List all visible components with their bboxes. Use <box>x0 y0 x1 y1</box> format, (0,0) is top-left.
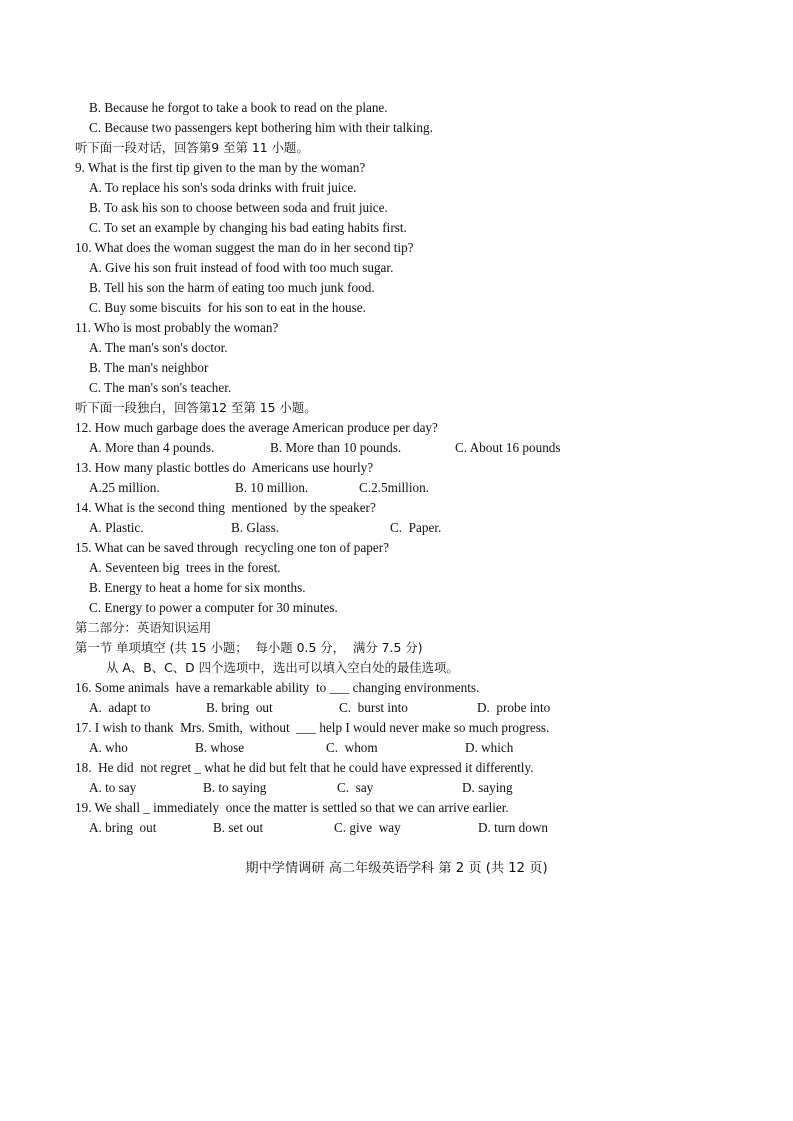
q12-option-b: B. More than 10 pounds. <box>270 440 402 455</box>
q18-option-b: B. to saying <box>203 780 267 795</box>
q17-option-d: D. which <box>465 740 514 755</box>
q14-option-a: A. Plastic. <box>89 520 144 535</box>
q11-option-a: A. The man's son's doctor. <box>89 340 228 355</box>
q9-option-a: A. To replace his son's soda drinks with fruit juice. <box>89 180 357 195</box>
q16-option-c: C. burst into <box>339 700 408 715</box>
question-14: 14. What is the second thing mentioned by the speaker? <box>75 500 376 515</box>
q17-option-a: A. who <box>89 740 128 755</box>
q13-option-a: A.25 million. <box>89 480 160 495</box>
q19-option-a: A. bring out <box>89 820 157 835</box>
q17-option-b: B. whose <box>195 740 245 755</box>
q15-option-a: A. Seventeen big trees in the forest. <box>89 560 281 575</box>
q11-option-c: C. The man's son's teacher. <box>89 380 232 395</box>
section-heading: 第一节 单项填空 (共 15 小题； 每小题 0.5 分， 满分 7.5 分) <box>75 640 423 655</box>
q13-option-c: C.2.5million. <box>359 480 429 495</box>
section-instruction: 从 A、B、C、D 四个选项中，选出可以填入空白处的最佳选项。 <box>106 660 459 675</box>
q9-option-c: C. To set an example by changing his bad eating habits first. <box>89 220 407 235</box>
q12-option-c: C. About 16 pounds <box>455 440 561 455</box>
question-12: 12. How much garbage does the average American produce per day? <box>75 420 438 435</box>
q8-option-b: B. Because he forgot to take a book to read on the plane. <box>89 100 388 115</box>
q18-option-c: C. say <box>337 780 374 795</box>
q14-option-b: B. Glass. <box>231 520 279 535</box>
question-11: 11. Who is most probably the woman? <box>75 320 279 335</box>
question-18: 18. He did not regret _ what he did but felt that he could have expressed it differently. <box>75 760 534 775</box>
q13-option-b: B. 10 million. <box>235 480 309 495</box>
q16-option-b: B. bring out <box>206 700 273 715</box>
q17-option-c: C. whom <box>326 740 378 755</box>
q9-option-b: B. To ask his son to choose between soda and fruit juice. <box>89 200 388 215</box>
part-heading: 第二部分：英语知识运用 <box>75 620 212 635</box>
q10-option-b: B. Tell his son the harm of eating too much junk food. <box>89 280 375 295</box>
q15-option-b: B. Energy to heat a home for six months. <box>89 580 306 595</box>
q11-option-b: B. The man's neighbor <box>89 360 209 375</box>
q14-option-c: C. Paper. <box>390 520 442 535</box>
question-16: 16. Some animals have a remarkable ability to ___ changing environments. <box>75 680 480 695</box>
q19-option-d: D. turn down <box>478 820 548 835</box>
q18-option-a: A. to say <box>89 780 137 795</box>
q15-option-c: C. Energy to power a computer for 30 minutes. <box>89 600 338 615</box>
q8-option-c: C. Because two passengers kept bothering him with their talking. <box>89 120 433 135</box>
section-instruction: 听下面一段独白，回答第12 至第 15 小题。 <box>75 400 317 415</box>
q10-option-a: A. Give his son fruit instead of food with too much sugar. <box>89 260 394 275</box>
q16-option-d: D. probe into <box>477 700 551 715</box>
q18-option-d: D. saying <box>462 780 513 795</box>
q19-option-b: B. set out <box>213 820 264 835</box>
question-17: 17. I wish to thank Mrs. Smith, without ___ help I would never make so much progress. <box>75 720 550 735</box>
q16-option-a: A. adapt to <box>89 700 151 715</box>
q19-option-c: C. give way <box>334 820 401 835</box>
question-15: 15. What can be saved through recycling one ton of paper? <box>75 540 389 555</box>
question-10: 10. What does the woman suggest the man do in her second tip? <box>75 240 414 255</box>
question-19: 19. We shall _ immediately once the matter is settled so that we can arrive earlier. <box>75 800 509 815</box>
question-13: 13. How many plastic bottles do Americans use hourly? <box>75 460 374 475</box>
section-instruction: 听下面一段对话，回答第9 至第 11 小题。 <box>75 140 309 155</box>
q10-option-c: C. Buy some biscuits for his son to eat in the house. <box>89 300 366 315</box>
question-9: 9. What is the first tip given to the man by the woman? <box>75 160 366 175</box>
q12-option-a: A. More than 4 pounds. <box>89 440 215 455</box>
page-footer: 期中学情调研 高二年级英语学科 第 2 页 (共 12 页) <box>245 861 548 876</box>
